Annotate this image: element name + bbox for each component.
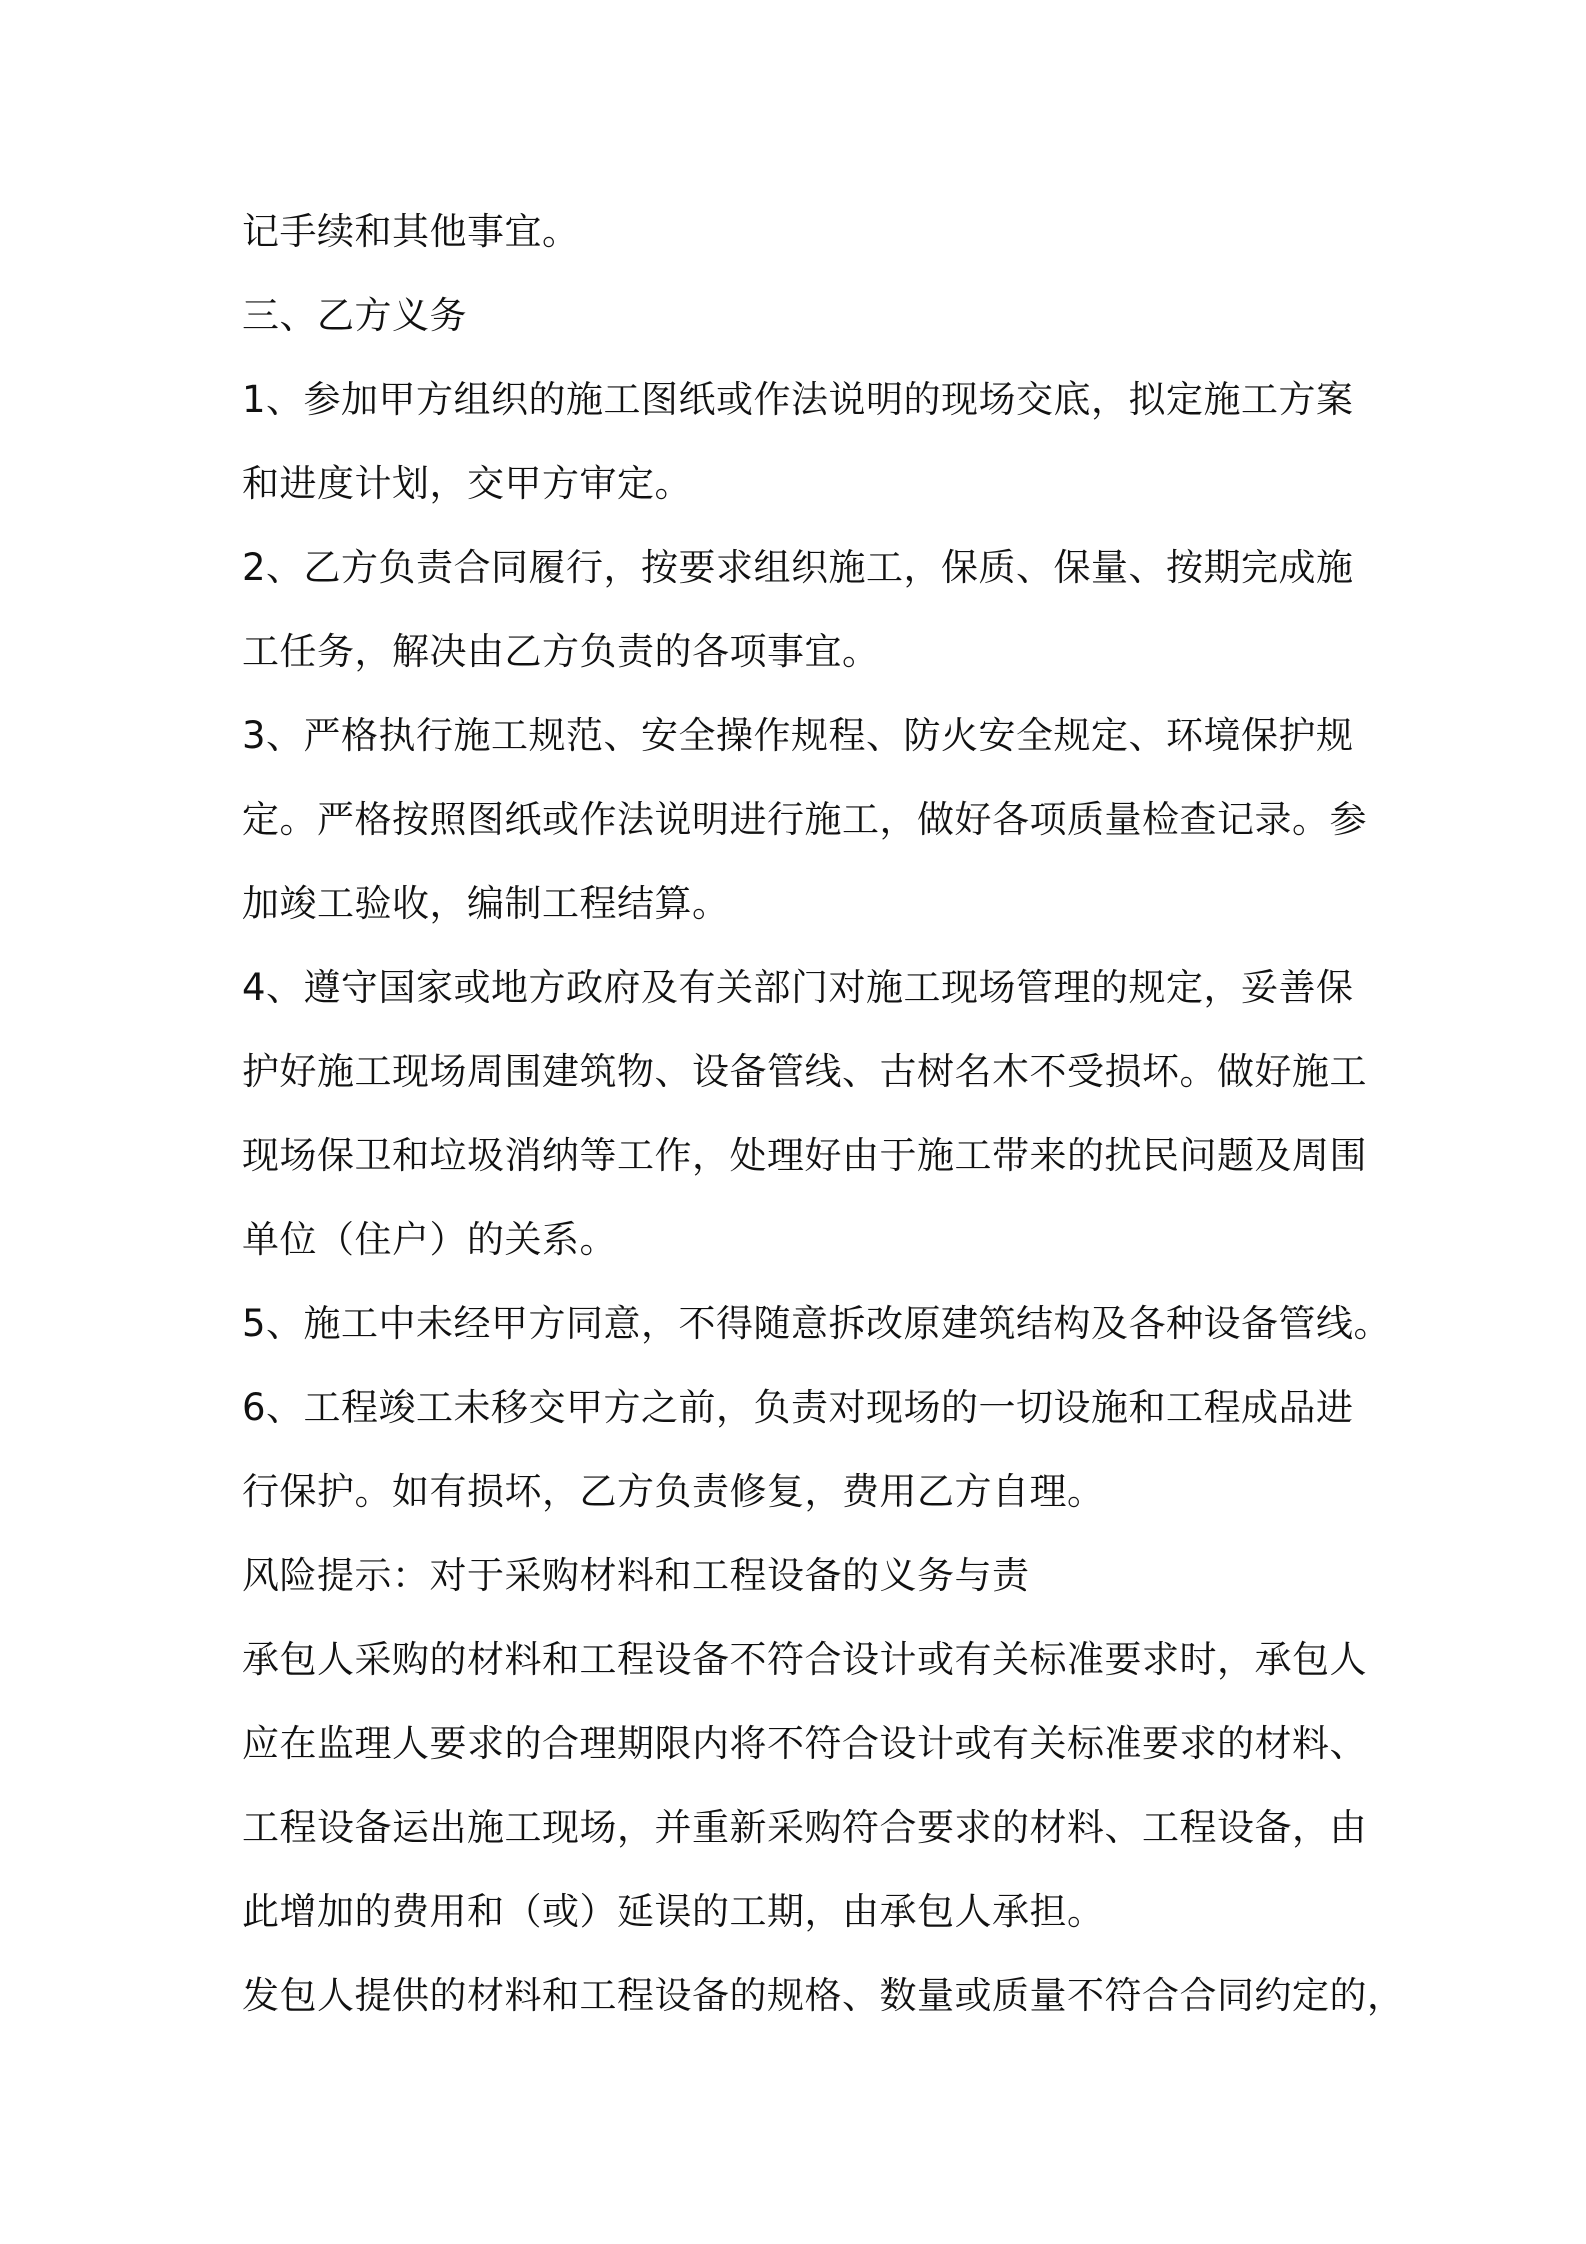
text-line: 承包人采购的材料和工程设备不符合设计或有关标准要求时，承包人 bbox=[242, 1638, 1367, 1681]
text-line: 工程设备运出施工现场，并重新采购符合要求的材料、工程设备，由 bbox=[242, 1806, 1367, 1849]
text-line: 2、乙方负责合同履行，按要求组织施工，保质、保量、按期完成施 bbox=[242, 546, 1354, 589]
text-line: 3、严格执行施工规范、安全操作规程、防火安全规定、环境保护规 bbox=[242, 714, 1354, 757]
text-line: 单位（住户）的关系。 bbox=[242, 1218, 617, 1261]
document-body bbox=[242, 190, 1405, 2038]
section-heading: 三、乙方义务 bbox=[242, 294, 467, 337]
text-line: 和进度计划，交甲方审定。 bbox=[242, 462, 692, 505]
text-line: 6、工程竣工未移交甲方之前，负责对现场的一切设施和工程成品进 bbox=[242, 1386, 1354, 1429]
text-line: 发包人提供的材料和工程设备的规格、数量或质量不符合合同约定的， bbox=[242, 1974, 1405, 2017]
text-line: 1、参加甲方组织的施工图纸或作法说明的现场交底，拟定施工方案 bbox=[242, 378, 1354, 421]
text-line: 护好施工现场周围建筑物、设备管线、古树名木不受损坏。做好施工 bbox=[242, 1050, 1367, 1093]
text-line: 现场保卫和垃圾消纳等工作，处理好由于施工带来的扰民问题及周围 bbox=[242, 1134, 1367, 1177]
text-line: 加竣工验收，编制工程结算。 bbox=[242, 882, 730, 925]
text-line: 应在监理人要求的合理期限内将不符合设计或有关标准要求的材料、 bbox=[242, 1722, 1367, 1765]
text-line: 4、遵守国家或地方政府及有关部门对施工现场管理的规定，妥善保 bbox=[242, 966, 1354, 1009]
text-line: 记手续和其他事宜。 bbox=[242, 210, 580, 253]
text-line: 此增加的费用和（或）延误的工期，由承包人承担。 bbox=[242, 1890, 1105, 1933]
text-line: 行保护。如有损坏，乙方负责修复，费用乙方自理。 bbox=[242, 1470, 1105, 1513]
text-line: 5、施工中未经甲方同意，不得随意拆改原建筑结构及各种设备管线。 bbox=[242, 1302, 1392, 1345]
text-line: 工任务，解决由乙方负责的各项事宜。 bbox=[242, 630, 880, 673]
risk-notice-heading: 风险提示：对于采购材料和工程设备的义务与责 bbox=[242, 1554, 1030, 1597]
text-line: 定。严格按照图纸或作法说明进行施工，做好各项质量检查记录。参 bbox=[242, 798, 1367, 841]
